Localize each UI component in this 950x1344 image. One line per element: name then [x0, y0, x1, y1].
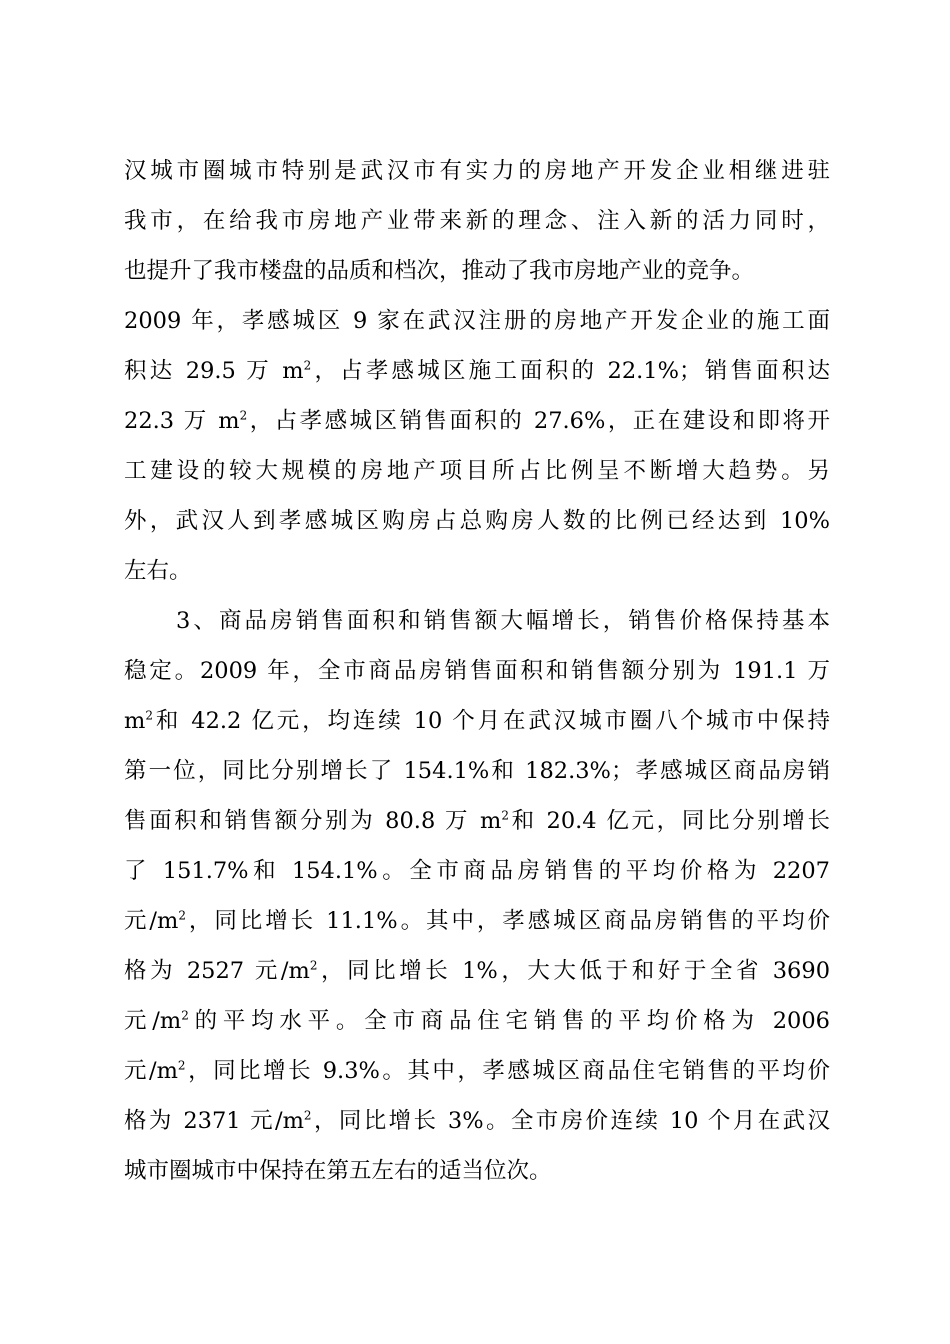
- text-line-1: 汉城市圈城市特别是武汉市有实力的房地产开发企业相继进驻: [124, 158, 830, 184]
- text-line-11: 稳定。2009 年，全市商品房销售面积和销售额分别为 191.1 万: [124, 658, 830, 684]
- text-line-13: 第一位，同比分别增长了 154.1%和 182.3%；孝感城区商品房销: [124, 758, 830, 784]
- text-line-16: 元$/m^2$，同比增长 11.1%。其中，孝感城区商品房销售的平均价: [124, 908, 830, 934]
- text-line-20: 格为 2371 元$/m^2$，同比增长 3%。全市房价连续 10 个月在武汉: [124, 1108, 830, 1134]
- text-line-18: 元$/m^2$的平均水平。全市商品住宅销售的平均价格为 2006: [124, 1008, 830, 1034]
- text-line-15: 了 151.7%和 154.1%。全市商品房销售的平均价格为 2207: [124, 858, 830, 884]
- body-text: [124, 146, 830, 1196]
- text-line-5: 积达 29.5 万 $m^2$，占孝感城区施工面积的 22.1%；销售面积达: [124, 358, 830, 384]
- text-line-9: 左右。: [124, 558, 192, 584]
- text-line-19: 元$/m^2$，同比增长 9.3%。其中，孝感城区商品住宅销售的平均价: [124, 1058, 830, 1084]
- text-line-2: 我市，在给我市房地产业带来新的理念、注入新的活力同时，: [124, 208, 830, 234]
- text-line-7: 工建设的较大规模的房地产项目所占比例呈不断增大趋势。另: [124, 458, 830, 484]
- text-line-14: 售面积和销售额分别为 80.8 万 $m^2$和 20.4 亿元，同比分别增长: [124, 808, 830, 834]
- text-line-10: 3、商品房销售面积和销售额大幅增长，销售价格保持基本: [176, 608, 830, 634]
- text-line-8: 外，武汉人到孝感城区购房占总购房人数的比例已经达到 10%: [124, 508, 830, 534]
- text-line-6: 22.3 万 $m^2$，占孝感城区销售面积的 27.6%，正在建设和即将开: [124, 408, 830, 434]
- text-line-17: 格为 2527 元$/m^2$，同比增长 1%，大大低于和好于全省 3690: [124, 958, 830, 984]
- text-line-3: 也提升了我市楼盘的品质和档次，推动了我市房地产业的竞争。: [124, 258, 755, 284]
- text-line-4: 2009 年，孝感城区 9 家在武汉注册的房地产开发企业的施工面: [124, 308, 830, 334]
- text-line-12: $m^2$和 42.2 亿元，均连续 10 个月在武汉城市圈八个城市中保持: [124, 708, 830, 734]
- text-line-21: 城市圈城市中保持在第五左右的适当位次。: [124, 1158, 552, 1184]
